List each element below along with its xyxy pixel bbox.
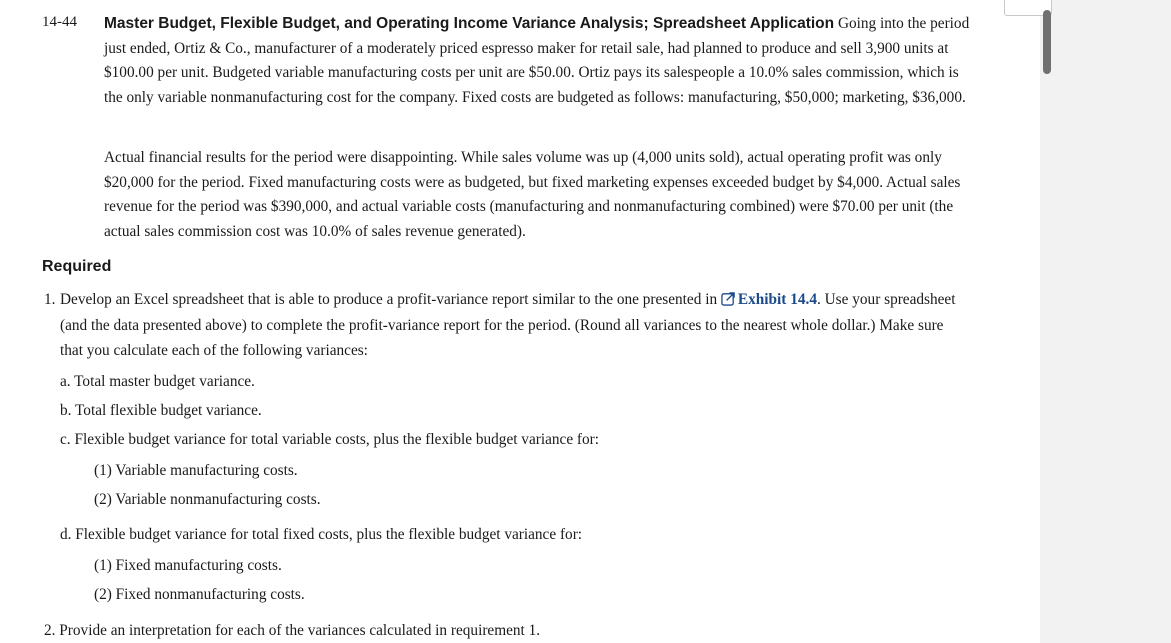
- requirement-1: [44, 287, 969, 364]
- exhibit-link-label[interactable]: Exhibit 14.4: [737, 291, 817, 308]
- problem-paragraph-2: Actual financial results for the period were disappointing. While sales volume was up (4,000 units sold), actual operating profit was only $20,000 for the period. Fixed manufacturing costs were as budgeted, but fixed marketing expenses exceeded budget by $4,000. Actual sales revenue for the period was $390,000, and actual variable costs (manufacturing and nonmanufacturing combined) were $70.00 per unit (the actual sales commission cost was 10.0% of sales revenue generated).: [104, 149, 961, 241]
- requirement-1-text: Develop an Excel spreadsheet that is able to produce a profit-variance report similar to the one presented in: [60, 291, 718, 308]
- list-item-d1: (1) Fixed manufacturing costs.: [94, 557, 282, 574]
- list-item-c2: (2) Variable nonmanufacturing costs.: [94, 491, 321, 508]
- list-item-b: b. Total flexible budget variance.: [60, 402, 262, 419]
- exhibit-link[interactable]: [721, 291, 817, 308]
- list-item-a: a. Total master budget variance.: [60, 373, 255, 390]
- right-side-panel: [1040, 0, 1171, 643]
- required-heading: Required: [42, 258, 112, 275]
- requirement-2: 2. Provide an interpretation for each of the variances calculated in requirement 1.: [44, 622, 541, 639]
- scrollbar-thumb[interactable]: [1043, 10, 1051, 74]
- requirement-1-text-cont: . Use your spreadsheet (and the data presented above) to complete the profit-variance report for the period. (Round all variances to the nearest whole dollar.) Make sure that you calculate each of the following variances:: [60, 291, 956, 359]
- problem-text-1: Going into the period just ended, Ortiz & Co., manufacturer of a moderately priced espresso maker for retail sale, had planned to produce and sell 3,900 units at $100.00 per unit. Budgeted variable manufacturing costs per unit are $50.00. Ortiz pays its salespeople a 10.0% sales commission, which is the only variable nonmanufacturing cost for the company. Fixed costs are budgeted as follows: manufacturing, $50,000; marketing, $36,000.: [104, 15, 970, 107]
- problem-number: 14-44: [42, 14, 77, 30]
- list-item-d: d. Flexible budget variance for total fixed costs, plus the flexible budget variance for:: [60, 526, 583, 543]
- problem-title: Master Budget, Flexible Budget, and Operating Income Variance Analysis; Spreadsheet Application: [104, 15, 835, 32]
- list-item-d2: (2) Fixed nonmanufacturing costs.: [94, 586, 305, 603]
- problem-paragraph-1: [104, 12, 970, 111]
- list-item-c1: (1) Variable manufacturing costs.: [94, 462, 298, 479]
- requirement-1-number: 1.: [44, 291, 56, 308]
- external-link-icon: [721, 291, 736, 306]
- list-item-c: c. Flexible budget variance for total variable costs, plus the flexible budget variance for:: [60, 431, 600, 448]
